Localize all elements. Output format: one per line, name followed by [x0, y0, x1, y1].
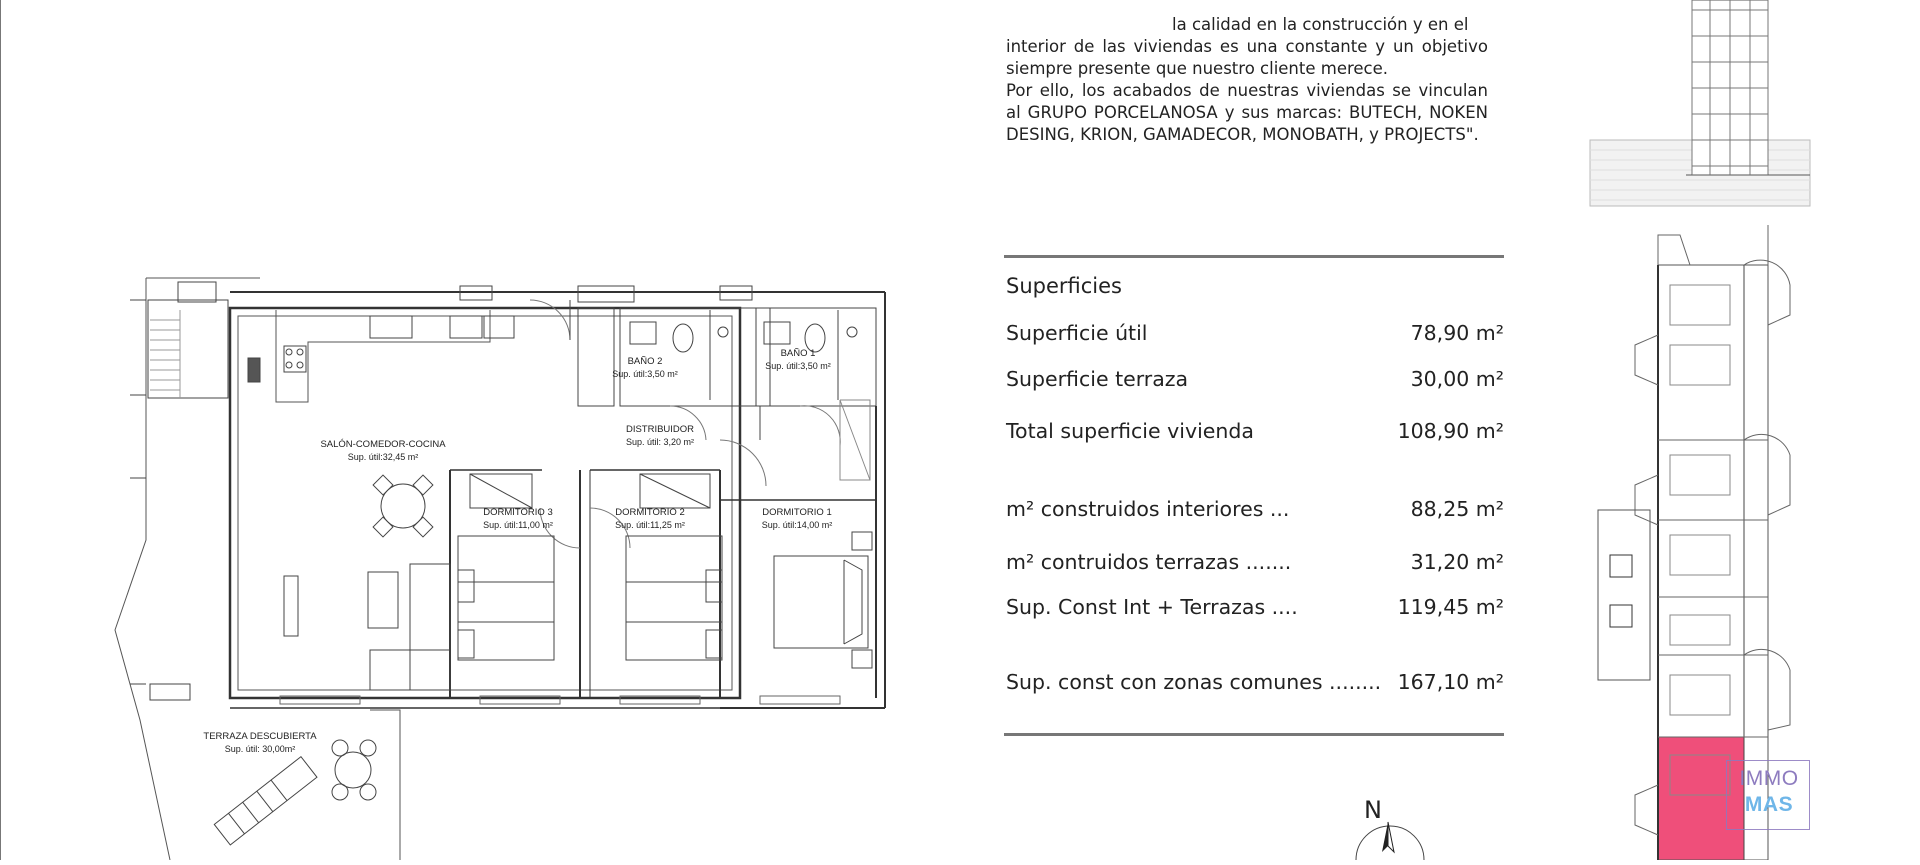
logo-line1: IMMO	[1739, 767, 1799, 790]
surfaces-title: Superficies	[1006, 274, 1122, 298]
sink-icon	[370, 316, 412, 338]
building-elevation-drawing	[1560, 0, 1860, 215]
surface-row-util: Superficie útil 78,90 m²	[1006, 321, 1504, 345]
room-label-salon: SALÓN-COMEDOR-COCINA Sup. útil:32,45 m²	[320, 439, 446, 462]
window-top-2	[578, 286, 634, 302]
description-text	[1006, 14, 1488, 146]
bath2-toilet	[673, 324, 693, 352]
bed-d1	[774, 556, 868, 648]
surface-row-total: Total superficie vivienda 108,90 m²	[1006, 419, 1504, 443]
apartment-floor-plan	[100, 270, 900, 860]
surface-row-zonas-comunes: Sup. const con zonas comunes ........ 167,10 m²	[1006, 670, 1504, 694]
coffee-table	[368, 572, 398, 628]
room-label-terraza: TERRAZA DESCUBIERTA Sup. útil: 30,00m²	[203, 731, 317, 754]
description-line1: la calidad en la construcción y en el	[1172, 15, 1469, 34]
compass-arrow-icon	[1348, 790, 1428, 860]
stair-treads	[150, 310, 180, 398]
sheet-border	[0, 0, 1, 860]
stair-area	[148, 300, 228, 398]
north-compass	[1348, 790, 1428, 860]
bath1-washbasin	[764, 322, 790, 344]
description-paragraph1: interior de las viviendas es una constante y un objetivo siempre presente que nuestro cliente merece.	[1006, 37, 1488, 78]
building-elevation	[1560, 0, 1860, 215]
room-label-dormitorio1: DORMITORIO 1 Sup. útil:14,00 m²	[761, 507, 833, 530]
bath2-washbasin	[630, 322, 656, 344]
terrace-table	[335, 752, 371, 788]
immomas-logo	[1726, 760, 1810, 830]
top-rule	[1004, 255, 1504, 258]
terrace-step	[150, 684, 190, 700]
bed-d3	[458, 536, 554, 660]
surface-row-interiores: m² construidos interiores ... 88,25 m²	[1006, 497, 1504, 521]
logo-line2: MAS	[1744, 793, 1794, 816]
surface-row-int-terrazas: Sup. Const Int + Terrazas .... 119,45 m²	[1006, 595, 1504, 619]
kitchen-counter	[276, 310, 490, 402]
compass-north-label: N	[1364, 796, 1382, 824]
room-label-bano1: BAÑO 1 Sup. útil:3,50 m²	[765, 348, 831, 371]
bath2-shower-icon	[718, 327, 728, 337]
surface-row-terrazas-const: m² contruidos terrazas ....... 31,20 m²	[1006, 550, 1504, 574]
planter-box	[178, 282, 216, 302]
room-label-dormitorio2: DORMITORIO 2 Sup. útil:11,25 m²	[615, 507, 685, 530]
tv-unit	[284, 576, 298, 636]
sun-lounger-icon	[214, 757, 317, 845]
room-label-bano2: BAÑO 2 Sup. útil:3,50 m²	[612, 356, 678, 379]
bed-d2	[626, 536, 722, 660]
room-label-distribuidor: DISTRIBUIDOR Sup. útil: 3,20 m²	[625, 424, 695, 447]
bath2-cabinet	[578, 308, 614, 406]
description-paragraph2: Por ello, los acabados de nuestras viviendas se vinculan al GRUPO PORCELANOSA y sus marcas: BUTECH, NOKEN DESING, KRION, GAMADECOR, MONOBATH, y PROJECTS".	[1006, 81, 1488, 144]
grill-icon	[248, 358, 260, 382]
surface-row-terraza: Superficie terraza 30,00 m²	[1006, 367, 1504, 391]
room-label-dormitorio3: DORMITORIO 3 Sup. útil:11,00 m²	[483, 507, 553, 530]
bath1-shower-icon	[847, 327, 857, 337]
sofa	[410, 564, 450, 690]
bottom-rule	[1004, 733, 1504, 736]
